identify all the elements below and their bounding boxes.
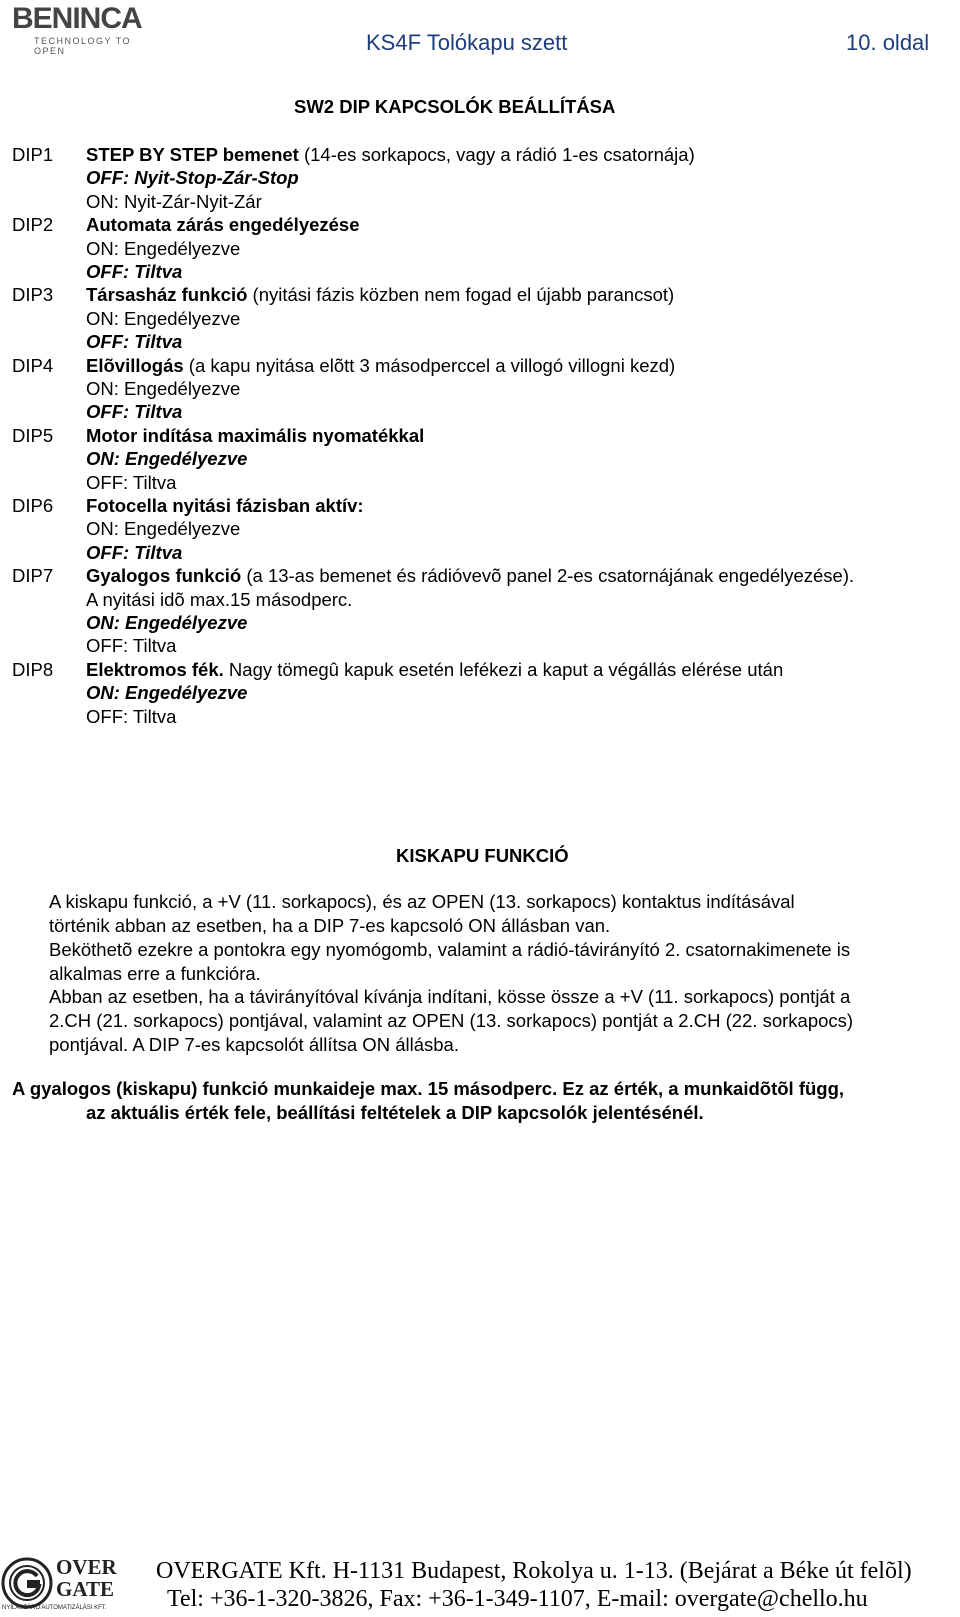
dip-line [86,634,956,657]
dip-line [86,681,956,704]
dip-line [86,307,956,330]
dip-line [86,588,956,611]
dip-line [86,260,956,283]
dip-line [86,424,956,447]
dip-label: DIP4 [12,354,54,376]
dip-option-text: A nyitási idõ max.15 másodperc. [86,588,353,610]
paragraph-line: A kiskapu funkció, a +V (11. sorkapocs), és az OPEN (13. sorkapocs) kontaktus indításával [49,891,795,912]
paragraph-line: történik abban az esetben, ha a DIP 7-es kapcsoló ON állásban van. [49,915,611,936]
dip-line [86,330,956,353]
footer-logo-text: OVER GATE [56,1555,117,1601]
dip-option-emphasis: Elõvillogás [86,354,184,376]
dip-line [86,517,956,540]
page-number: 10. oldal [846,30,930,55]
dip-option-emphasis: Fotocella nyitási fázisban aktív: [86,495,364,516]
footer-address: OVERGATE Kft. H-1131 Budapest, Rokolya u. 1-13. (Bejárat a Béke út felõl) [156,1558,912,1584]
dip-description [86,354,956,424]
dip-line [86,237,956,260]
dip-option-text: Nagy tömegû kapuk esetén lefékezi a kaput a végállás elérése után [223,658,784,680]
dip-option-text: OFF: Tiltva [86,705,177,727]
section-title-dip: SW2 DIP KAPCSOLÓK BEÁLLÍTÁSA [294,96,616,117]
overgate-logo [0,1556,140,1612]
dip-label: DIP7 [12,565,54,587]
logo-tagline: TECHNOLOGY TO OPEN [34,36,132,56]
dip-option-text: (14-es sorkapocs, vagy a rádió 1-es csatornája) [298,144,695,165]
dip-label: DIP1 [12,144,54,165]
dip-line [86,283,956,306]
dip-description [86,283,956,353]
dip-option-text: ON: Nyit-Zár-Nyit-Zár [86,190,262,212]
pedestrian-note [12,1077,952,1125]
dip-option-emphasis: Automata zárás engedélyezése [86,214,360,236]
dip-option-text: (a 13-as bemenet és rádióvevõ panel 2-es csatornájának engedélyezése). [241,565,855,587]
dip-option-emphasis: ON: Engedélyezve [86,611,248,633]
note-line-2: az aktuális érték fele, beállítási feltételek a DIP kapcsolók jelentésénél. [86,1102,704,1123]
dip-option-emphasis: STEP BY STEP bemenet [86,144,299,165]
dip-option-emphasis: Elektromos fék. [86,658,224,680]
footer-logo-sub: NYÍLÁSZÁRÓ AUTOMATIZÁLÁSI KFT. [2,1605,107,1611]
paragraph-line: pontjával. A DIP 7-es kapcsolót állítsa ON állásba. [49,1034,459,1055]
document-title: KS4F Tolókapu szett [366,30,568,55]
dip-option-text: OFF: Tiltva [86,635,177,657]
paragraph-line: Abban az esetben, ha a távirányítóval kívánja indítani, kösse össze a +V (11. sorkapocs) pontját a [49,986,851,1007]
dip-line [86,564,956,587]
note-line-1: A gyalogos (kiskapu) funkció munkaideje max. 15 másodperc. Ez az érték, a munkaidõtõl függ, [12,1078,845,1099]
dip-option-text: ON: Engedélyezve [86,307,241,329]
dip-line [86,213,956,236]
dip-line [86,658,956,681]
dip-option-text: OFF: Tiltva [86,471,177,493]
dip-description [86,564,956,658]
section-title-kiskapu: KISKAPU FUNKCIÓ [396,845,569,866]
dip-label: DIP2 [12,214,54,236]
dip-line [86,705,956,728]
dip-line [86,377,956,400]
dip-option-text: ON: Engedélyezve [86,237,241,259]
dip-option-text: ON: Engedélyezve [86,518,241,540]
paragraph-1 [49,890,949,938]
paragraph-3 [49,985,949,1057]
dip-line [86,400,956,423]
dip-description [86,424,956,494]
dip-option-emphasis: Gyalogos funkció [86,565,242,587]
dip-option-text: (a kapu nyitása elõtt 3 másodperccel a villogó villogni kezd) [183,354,676,376]
dip-label: DIP6 [12,495,54,516]
dip-option-text: ON: Engedélyezve [86,377,241,399]
footer-contact: Tel: +36-1-320-3826, Fax: +36-1-349-1107, E-mail: overgate@chello.hu [167,1586,868,1612]
dip-option-emphasis: OFF: Nyit-Stop-Zár-Stop [86,167,299,189]
dip-line [86,166,956,189]
beninca-logo [12,2,162,56]
dip-label: DIP5 [12,424,54,446]
dip-line [86,541,956,564]
paragraph-line: 2.CH (21. sorkapocs) pontjával, valamint az OPEN (13. sorkapocs) pontját a 2.CH (22. sorkapocs) [49,1010,854,1031]
dip-option-emphasis: OFF: Tiltva [86,260,183,282]
dip-line [86,447,956,470]
dip-label: DIP8 [12,658,54,680]
paragraph-2 [49,938,949,986]
dip-option-emphasis: Társasház funkció [86,284,248,306]
paragraph-line: alkalmas erre a funkcióra. [49,963,261,984]
dip-description [86,143,956,213]
dip-option-emphasis: ON: Engedélyezve [86,448,248,470]
dip-option-emphasis: Motor indítása maximális nyomatékkal [86,424,425,446]
dip-option-emphasis: OFF: Tiltva [86,401,183,423]
dip-line [86,143,956,166]
dip-line [86,494,956,517]
dip-line [86,611,956,634]
dip-option-emphasis: OFF: Tiltva [86,541,183,563]
dip-option-emphasis: ON: Engedélyezve [86,682,248,704]
dip-label: DIP3 [12,284,54,306]
dip-line [86,354,956,377]
dip-description [86,213,956,283]
dip-option-emphasis: OFF: Tiltva [86,331,183,353]
dip-line [86,471,956,494]
dip-option-text: (nyitási fázis közben nem fogad el újabb parancsot) [247,284,675,306]
logo-wordmark: BENINCA [12,2,142,35]
dip-description [86,494,956,564]
dip-line [86,190,956,213]
paragraph-line: Beköthetõ ezekre a pontokra egy nyomógomb, valamint a rádió-távirányító 2. csatornakimenete is [49,939,851,960]
dip-description [86,658,956,728]
